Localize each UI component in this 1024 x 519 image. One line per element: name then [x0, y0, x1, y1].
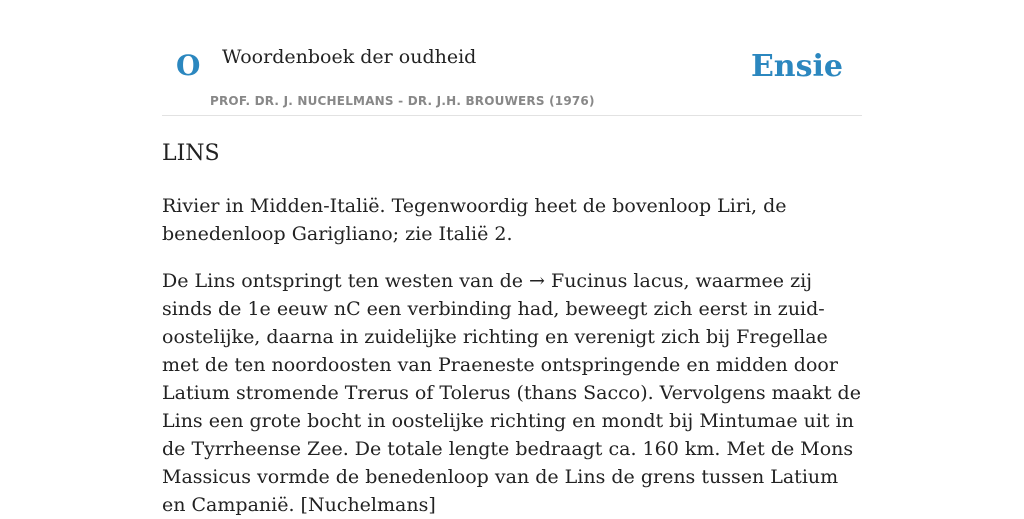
book-header [162, 0, 862, 116]
entry-paragraph-2: De Lins ontspringt ten westen van de → Fucinus lacus, waarmee zij sinds de 1e eeuw nC een verbinding had, beweegt zich eerst in zuid-oostelijke, daarna in zuidelijke richting en verenigt zich bij Fregellae met de ten noordoosten van Praeneste ontspringende en midden door Latium stromende Trerus of Tolerus (thans Sacco). Vervolgens maakt de Lins een grote bocht in oostelijke richting en mondt bij Mintumae uit in de Tyrrheense Zee. De totale lengte bedraagt ca. 160 km. Met de Mons Massicus vormde de benedenloop van de Lins de grens tussen Latium en Campanië. [Nuchelmans] [162, 270, 861, 516]
book-title-link[interactable]: Woordenboek der oudheid [222, 46, 477, 68]
entry-paragraph-1: Rivier in Midden-Italië. Tegenwoordig heet de bovenloop Liri, de benedenloop Garigliano; zie Italië 2. [162, 195, 787, 245]
page-content [162, 0, 862, 516]
letter-index-link[interactable]: O [176, 49, 201, 82]
ensie-logo-link[interactable]: Ensie [750, 49, 843, 84]
entry-headword: LINS [162, 141, 220, 166]
book-authors: PROF. DR. J. NUCHELMANS - DR. J.H. BROUWERS (1976) [210, 94, 595, 108]
